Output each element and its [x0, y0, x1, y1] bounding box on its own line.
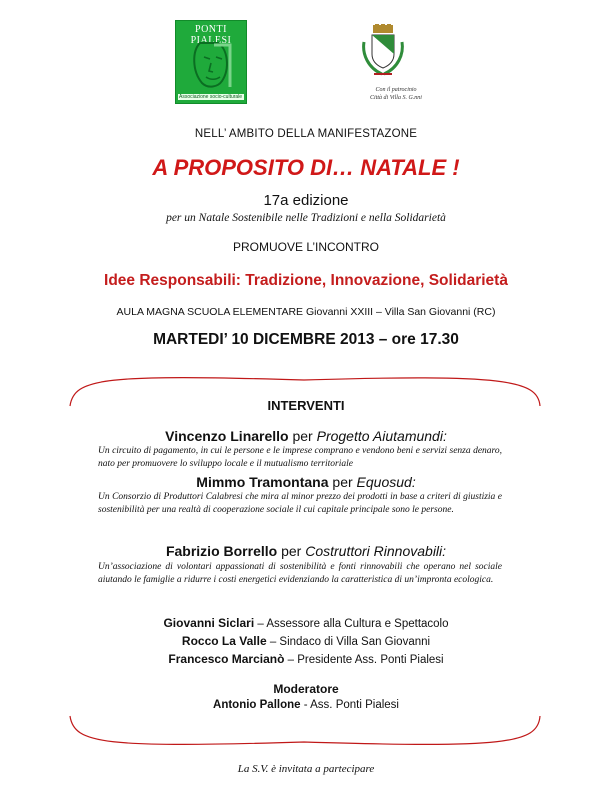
- context-line: NELL’ AMBITO DELLA MANIFESTAZONE: [194, 128, 418, 140]
- edition: 17a edizione: [263, 192, 349, 209]
- moderator-role: - Ass. Ponti Pialesi: [300, 699, 399, 711]
- logo-name: PONTI PIALESI: [190, 24, 232, 46]
- subtitle: per un Natale Sostenibile nelle Tradizioni e nella Solidarietà: [166, 212, 446, 224]
- speaker-project: Costruttori Rinnovabili:: [305, 543, 447, 559]
- speaker-for: per: [281, 543, 302, 559]
- patronage-line-2: Città di Villa S. G.nni: [370, 95, 422, 101]
- speaker-for: per: [332, 474, 353, 490]
- moderator-name: Antonio Pallone: [213, 699, 301, 711]
- speaker-name: Vincenzo Linarello: [165, 428, 289, 444]
- speaker-3-description: Un’associazione di volontari appassionati di sostenibilità e fonti rinnovabili che operano nel sociale aiutando le famiglie a ridurre i costi energetici evidenziando la caratteristica di un’impronta ecologica.: [98, 562, 502, 585]
- guest-name: Rocco La Valle: [181, 634, 267, 648]
- interventions-heading: INTERVENTI: [267, 398, 345, 413]
- speaker-1: [0, 428, 612, 444]
- speaker-project: Progetto Aiutamundi:: [316, 428, 447, 444]
- speaker-3: [0, 543, 612, 559]
- speaker-name: Mimmo Tramontana: [196, 474, 329, 490]
- moderator-label: Moderatore: [273, 682, 339, 696]
- event-date: MARTEDI’ 10 DICEMBRE 2013 – ore 17.30: [153, 331, 459, 348]
- venue: AULA MAGNA SCUOLA ELEMENTARE Giovanni XXIII – Villa San Giovanni (RC): [116, 306, 496, 318]
- invitation-line: La S.V. è invitata a partecipare: [237, 763, 375, 775]
- event-series-title: A PROPOSITO DI… NATALE !: [152, 155, 460, 180]
- speaker-2: [0, 474, 612, 490]
- meeting-title: Idee Responsabili: Tradizione, Innovazione, Solidarietà: [104, 272, 508, 289]
- guest-role: – Presidente Ass. Ponti Pialesi: [284, 654, 444, 666]
- speaker-2-description: Un Consorzio di Produttori Calabresi che mira al minor prezzo dei prodotti in base a criteri di giustizia e sostenibilità per una realtà di cooperazione sociale il cui capitale principale sono le persone.: [98, 492, 502, 515]
- guest-role: – Assessore alla Cultura e Spettacolo: [254, 618, 449, 630]
- speaker-for: per: [292, 428, 313, 444]
- face-icon: [184, 37, 238, 91]
- guest-2: [0, 634, 612, 648]
- guest-1: [0, 616, 612, 630]
- patronage-line-1: Con il patrocinio: [375, 87, 417, 93]
- guest-role: – Sindaco di Villa San Giovanni: [266, 636, 431, 648]
- speaker-project: Equosud:: [356, 474, 416, 490]
- speaker-1-description: Un circuito di pagamento, in cui le persone e le imprese comprano e vendono beni e servizi senza denaro, nato per promuovere lo sviluppo locale e il mutualismo territoriale: [98, 446, 502, 469]
- guest-name: Francesco Marcianò: [168, 652, 285, 666]
- moderator: [0, 699, 612, 711]
- promotes-line: PROMUOVE L’INCONTRO: [232, 240, 379, 254]
- logo-tagline: Associazione socio-culturale: [179, 94, 243, 100]
- speaker-name: Fabrizio Borrello: [165, 543, 278, 559]
- guest-name: Giovanni Siclari: [163, 616, 255, 630]
- guest-3: [0, 652, 612, 666]
- ponti-pialesi-logo: [175, 20, 247, 104]
- town-crest-icon: [360, 24, 406, 80]
